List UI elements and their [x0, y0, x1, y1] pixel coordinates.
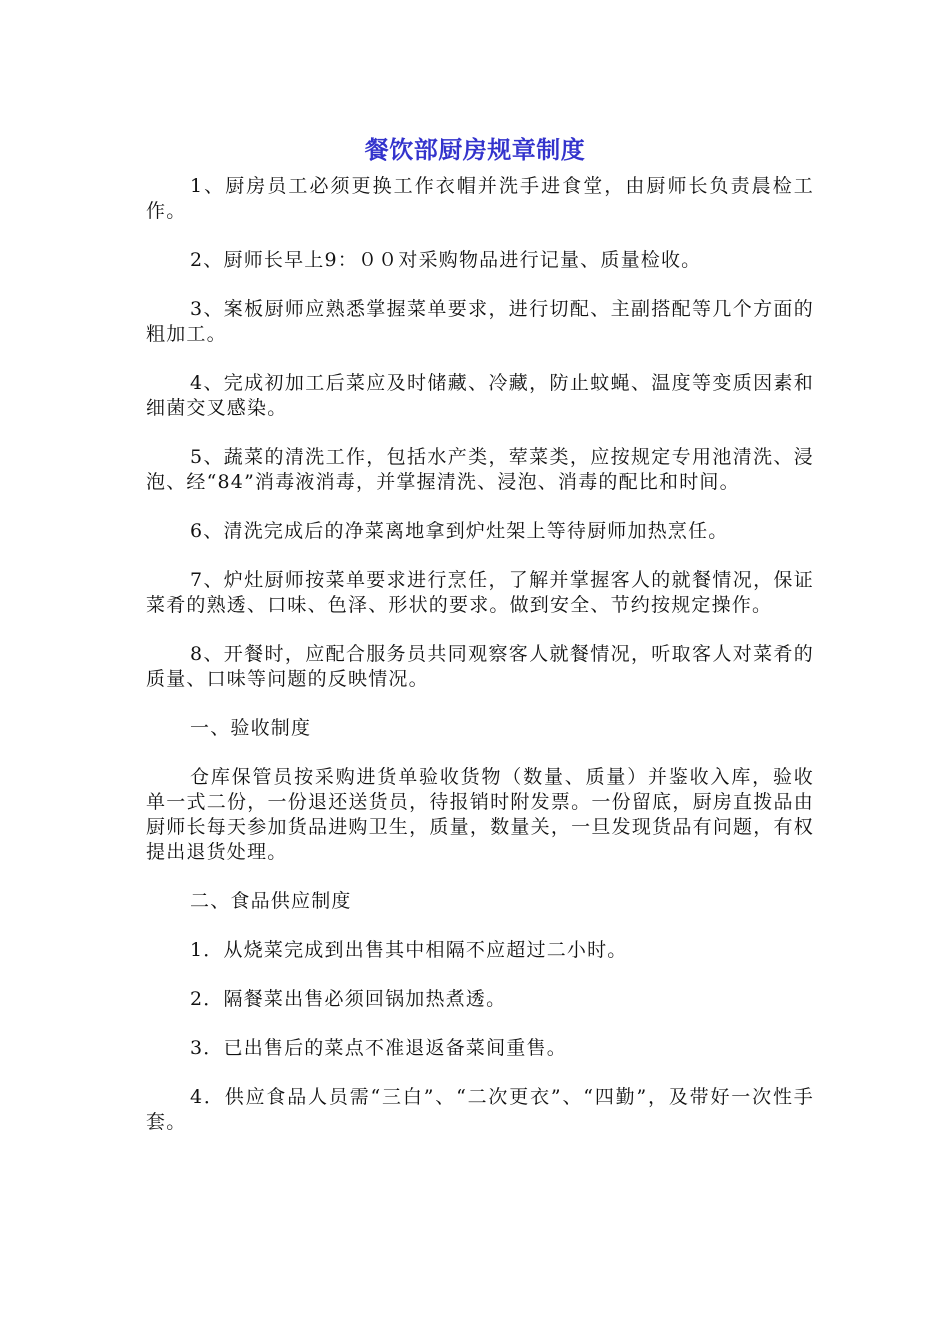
- document-title: 餐饮部厨房规章制度: [364, 136, 586, 164]
- supply-rule-3: 3．已出售后的菜点不准退返备菜间重售。: [190, 1037, 567, 1059]
- rule-paragraph-3: 3、案板厨师应熟悉掌握菜单要求，进行切配、主副搭配等几个方面的粗加工。: [146, 298, 814, 345]
- rule-paragraph-7: 7、炉灶厨师按菜单要求进行烹任，了解并掌握客人的就餐情况，保证菜肴的熟透、口味、色泽、形状的要求。做到安全、节约按规定操作。: [146, 569, 814, 616]
- section-heading-food-supply: 二、食品供应制度: [190, 890, 352, 912]
- rule-paragraph-8: 8、开餐时，应配合服务员共同观察客人就餐情况，听取客人对菜肴的质量、口味等问题的反映情况。: [146, 643, 814, 690]
- supply-rule-1: 1．从烧菜完成到出售其中相隔不应超过二小时。: [190, 939, 628, 961]
- supply-rule-4: 4．供应食品人员需“三白”、“二次更衣”、“四勤”，及带好一次性手套。: [146, 1086, 814, 1133]
- rule-paragraph-6: 6、清洗完成后的净菜离地拿到炉灶架上等待厨师加热烹任。: [190, 520, 729, 542]
- section-heading-inspection: 一、验收制度: [190, 717, 312, 739]
- inspection-paragraph: 仓库保管员按采购进货单验收货物（数量、质量）并鉴收入库，验收单一式二份，一份退还送货员，待报销时附发票。一份留底，厨房直拨品由厨师长每天参加货品进购卫生，质量，数量关，一旦发现货品有问题，有权提出退货处理。: [146, 766, 814, 863]
- supply-rule-2: 2．隔餐菜出售必须回锅加热煮透。: [190, 988, 507, 1010]
- rule-paragraph-1: 1、厨房员工必须更换工作衣帽并洗手进食堂，由厨师长负责晨检工作。: [146, 175, 814, 222]
- document-body: [146, 174, 814, 1159]
- rule-paragraph-4: 4、完成初加工后菜应及时储藏、冷藏，防止蚊蝇、温度等变质因素和细菌交叉感染。: [146, 372, 814, 419]
- rule-paragraph-5: 5、蔬菜的清洗工作，包括水产类，荤菜类，应按规定专用池清洗、浸泡、经“84”消毒液消毒，并掌握清洗、浸泡、消毒的配比和时间。: [146, 446, 814, 493]
- rule-paragraph-2: 2、厨师长早上9：００对采购物品进行记量、质量检收。: [190, 249, 702, 271]
